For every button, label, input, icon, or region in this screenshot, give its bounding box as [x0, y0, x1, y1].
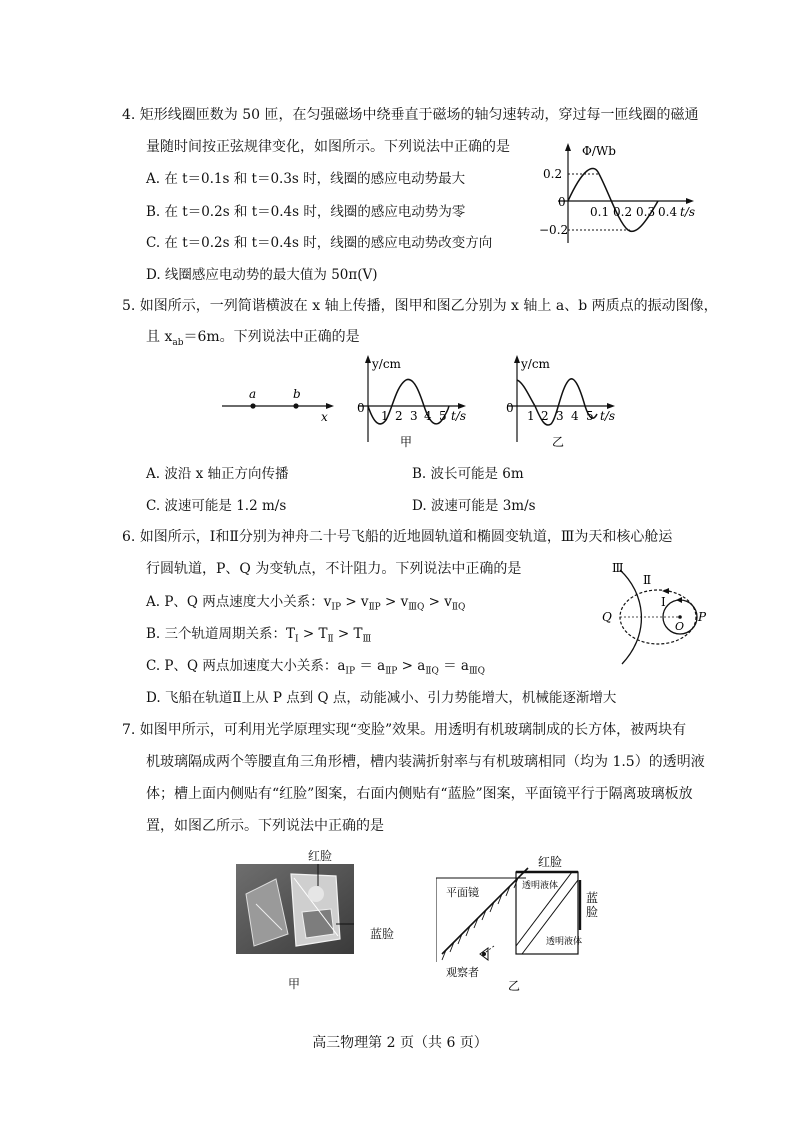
q4-xtick-4: 0.4 [658, 205, 678, 219]
q6-stem-line2: 行圆轨道，P、Q 为变轨点，不计阻力。下列说法中正确的是 [146, 561, 522, 577]
q5-yi-tick-3: 3 [556, 409, 564, 423]
q5-yi-ylabel: y/cm [521, 357, 550, 371]
q7-yi-liquid-top: 透明液体 [522, 881, 559, 891]
q5-jia-tick-4: 4 [424, 409, 432, 423]
q7-yi-red-label: 红脸 [538, 855, 563, 869]
q5-stem-line2: 且 $x_{ab}=6m$。下列说法中正确的是 [146, 329, 360, 348]
q5-stem-line1: 5. 如图所示，一列简谐横波在 x 轴上传播，图甲和图乙分别为 x 轴上 a、b 两质点的振动图像， [122, 298, 718, 314]
q7-yi-blue-label-1: 蓝 [586, 891, 599, 905]
q5-yi-caption: 乙 [552, 435, 565, 449]
q6-option-c: C. P、Q 两点加速度大小关系：$a_{ⅠP} = a_{ⅡP} > a_{ⅡQ} = a_{ⅢQ}$ [146, 658, 486, 677]
q7-stem-line2: 机玻璃隔成两个等腰直角三角形槽，槽内装满折射率与有机玻璃相同（均为 1.5）的透明液 [146, 754, 705, 770]
q4-xtick-3: 0.3 [636, 205, 656, 219]
q5-yi-tick-2: 2 [541, 409, 549, 423]
q4-stem-line2: 量随时间按正弦规律变化，如图所示。下列说法中正确的是 [146, 139, 510, 155]
q5-axis-x: x [321, 410, 328, 424]
q4-option-b: B. 在 t＝0.2s 和 t＝0.4s 时，线圈的感应电动势为零 [146, 204, 466, 220]
q5-jia-caption: 甲 [400, 435, 413, 449]
q5-jia-origin: 0 [357, 401, 365, 415]
q7-jia-red-label: 红脸 [308, 849, 333, 863]
q6-label-II: Ⅱ [643, 573, 652, 587]
q5-option-c: C. 波速可能是 1.2 m/s [146, 498, 287, 514]
q7-yi-observer-label: 观察者 [446, 966, 479, 979]
q7-stem-line1: 7. 如图甲所示，可利用光学原理实现“变脸”效果。用透明有机玻璃制成的长方体，被两块有 [122, 722, 687, 738]
q5-wave-axis [222, 384, 342, 424]
q5-option-b: B. 波长可能是 6m [412, 466, 524, 482]
q5-yi-tick-5: 5 [586, 409, 594, 423]
q7-yi-diagram [436, 850, 616, 995]
q5-point-a: a [249, 387, 257, 401]
q5-jia-tick-5: 5 [439, 409, 447, 423]
q7-stem-line4: 置，如图乙所示。下列说法中正确的是 [146, 818, 384, 834]
q5-jia-tick-1: 1 [381, 409, 389, 423]
q5-graph-jia [354, 352, 474, 452]
q4-origin: 0 [558, 195, 566, 209]
q7-yi-mirror-label: 平面镜 [446, 886, 479, 899]
q4-xtick-2: 0.2 [613, 205, 633, 219]
q6-label-O: O [675, 620, 685, 633]
q6-option-b: B. 三个轨道周期关系：$T_Ⅰ > T_Ⅱ > T_Ⅲ$ [146, 626, 372, 645]
q7-jia-photo [236, 864, 354, 954]
q4-xlabel: t/s [680, 205, 696, 219]
q5-yi-tick-4: 4 [571, 409, 579, 423]
q6-option-d: D. 飞船在轨道Ⅱ上从 P 点到 Q 点，动能减小、引力势能增大，机械能逐渐增大 [146, 690, 617, 706]
q4-ytick-bottom: −0.2 [539, 223, 569, 237]
q4-ytick-top: 0.2 [543, 167, 563, 181]
q5-jia-tick-2: 2 [395, 409, 403, 423]
q7-yi-caption: 乙 [508, 979, 521, 993]
q6-orbit-diagram [598, 560, 708, 670]
q4-option-c: C. 在 t＝0.2s 和 t＝0.4s 时，线圈的感应电动势改变方向 [146, 235, 493, 251]
q5-option-a: A. 波沿 x 轴正方向传播 [146, 466, 289, 482]
q6-stem-line1: 6. 如图所示，Ⅰ和Ⅱ分别为神舟二十号飞船的近地圆轨道和椭圆变轨道，Ⅲ为天和核心舱运 [122, 529, 673, 545]
q6-label-III: Ⅲ [612, 561, 624, 575]
q5-jia-xlabel: t/s [451, 409, 467, 423]
q4-option-d: D. 线圈感应电动势的最大值为 50π(V) [146, 267, 378, 283]
q4-flux-graph [538, 140, 703, 252]
q6-label-I: Ⅰ [661, 595, 666, 609]
q4-stem-line1: 4. 矩形线圈匝数为 50 匝，在匀强磁场中绕垂直于磁场的轴匀速转动，穿过每一匝线圈的磁通 [122, 107, 699, 123]
q5-jia-tick-3: 3 [410, 409, 418, 423]
q5-yi-tick-1: 1 [527, 409, 535, 423]
q7-jia-caption: 甲 [288, 977, 301, 991]
q4-ylabel: Φ/Wb [582, 144, 616, 158]
q5-yi-origin: 0 [506, 401, 514, 415]
q5-yi-xlabel: t/s [600, 409, 616, 423]
q7-yi-blue-label-2: 脸 [586, 905, 599, 919]
q7-stem-line3: 体；槽上面内侧贴有“红脸”图案，右面内侧贴有“蓝脸”图案，平面镜平行于隔离玻璃板放 [146, 786, 693, 802]
q6-option-a: A. P、Q 两点速度大小关系：$v_{ⅠP} > v_{ⅡP} > v_{ⅢQ} > v_{ⅡQ}$ [146, 594, 466, 613]
q5-option-d: D. 波速可能是 3m/s [412, 498, 536, 514]
q5-point-b: b [293, 387, 301, 401]
q4-xtick-1: 0.1 [590, 205, 610, 219]
q6-label-Q: Q [602, 610, 612, 624]
q5-graph-yi [503, 352, 623, 452]
q4-option-a: A. 在 t＝0.1s 和 t＝0.3s 时，线圈的感应电动势最大 [146, 171, 466, 187]
page-footer: 高三物理第 2 页（共 6 页） [312, 1035, 488, 1051]
q7-yi-liquid-bottom: 透明液体 [546, 937, 583, 947]
q7-jia-blue-label: 蓝脸 [370, 927, 395, 941]
q6-label-P: P [698, 610, 707, 624]
q5-jia-ylabel: y/cm [372, 357, 401, 371]
